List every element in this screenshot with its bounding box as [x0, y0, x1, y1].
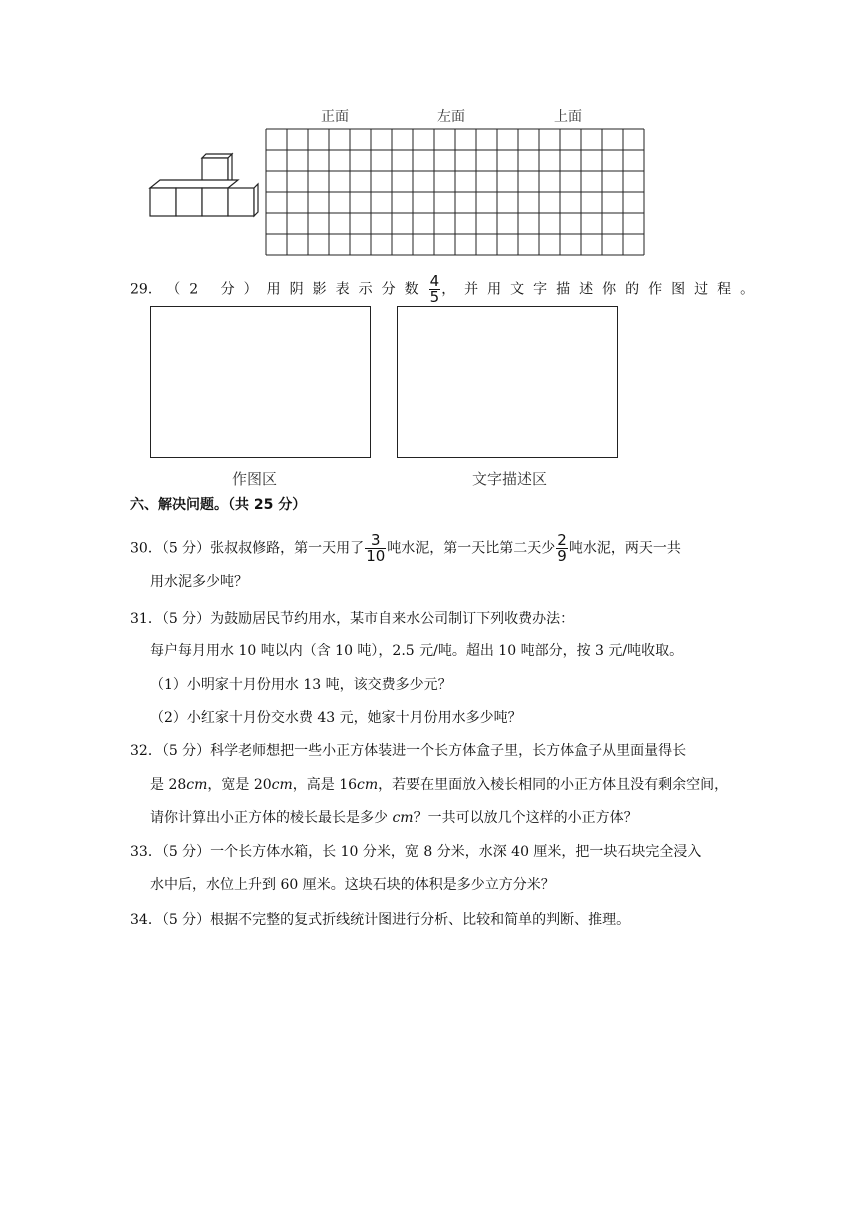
- description-area-box[interactable]: [397, 306, 618, 458]
- question-text: （2 分）用阴影表示分数: [166, 281, 428, 298]
- description-area-label: 文字描述区: [472, 470, 548, 488]
- drawing-grid[interactable]: [265, 128, 645, 258]
- question-32-line2: 是 28cm，宽是 20cm，高是 16cm，若要在里面放入棱长相同的小正方体且没有剩余空间，: [150, 777, 729, 793]
- question-30-line2: 用水泥多少吨？: [150, 574, 248, 590]
- question-number: 29．: [130, 281, 162, 298]
- question-29: [130, 274, 763, 305]
- question-32: 32．（5 分）科学老师想把一些小正方体装进一个长方体盒子里，长方体盒子从里面量得长: [130, 743, 687, 759]
- section-title: 六、解决问题。（共 25 分）: [130, 497, 307, 513]
- question-33-line2: 水中后，水位上升到 60 厘米。这块石块的体积是多少立方分米？: [150, 877, 555, 893]
- cube-solid-figure: [140, 150, 260, 225]
- fraction-two-ninths: $\frac{2}{9}$: [557, 531, 567, 565]
- question-31-sub1: （1）小明家十月份用水 13 吨，该交费多少元？: [150, 677, 452, 693]
- drawing-area-box[interactable]: [150, 306, 371, 458]
- question-31: 31．（5 分）为鼓励居民节约用水，某市自来水公司制订下列收费办法：: [130, 611, 575, 627]
- question-34: 34．（5 分）根据不完整的复式折线统计图进行分析、比较和简单的判断、推理。: [130, 912, 631, 928]
- question-31-sub2: （2）小红家十月份交水费 43 元，她家十月份用水多少吨？: [150, 710, 522, 726]
- question-32-line3: 请你计算出小正方体的棱长最长是多少 cm？一共可以放几个这样的小正方体？: [150, 810, 638, 826]
- view-label-top: 上面: [554, 109, 582, 125]
- question-31-rule: 每户每月用水 10 吨以内（含 10 吨），2.5 元/吨。超出 10 吨部分，按 3 元/吨收取。: [150, 643, 684, 659]
- view-label-left: 左面: [437, 109, 465, 125]
- fraction-three-tenths: $\frac{3}{10}$: [366, 531, 386, 565]
- drawing-area-label: 作图区: [232, 470, 278, 488]
- view-label-front: 正面: [321, 109, 349, 125]
- fraction-four-fifths: $\frac{4}{5}$: [429, 272, 440, 306]
- question-text: ，并用文字描述你的作图过程。: [441, 281, 764, 298]
- question-30: 30．（5 分）张叔叔修路，第一天用了 $\frac{3}{10}$ 吨水泥，第一天比第二天少 $\frac{2}{9}$ 吨水泥，两天一共: [130, 531, 681, 565]
- question-33: 33．（5 分）一个长方体水箱，长 10 分米，宽 8 分米，水深 40 厘米，把一块石块完全浸入: [130, 844, 702, 860]
